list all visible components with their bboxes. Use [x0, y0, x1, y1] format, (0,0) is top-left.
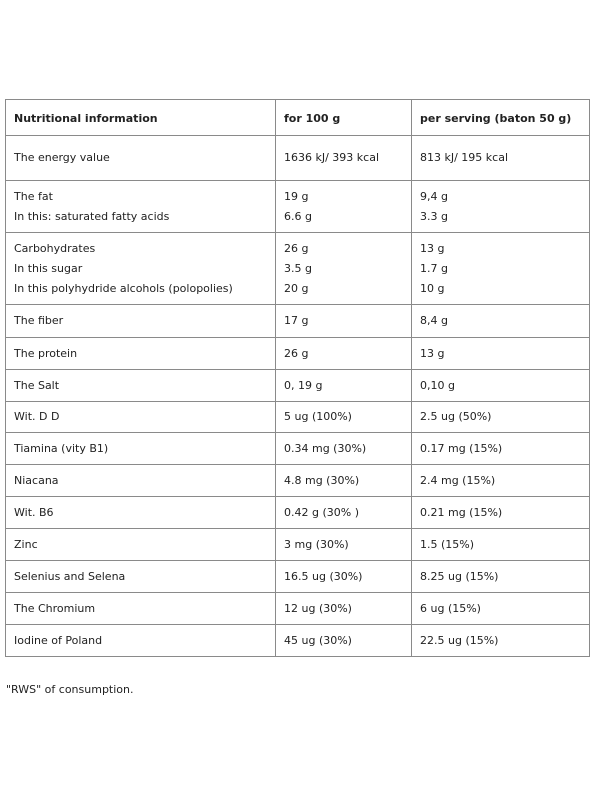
cell-line: 13 g	[420, 346, 445, 360]
cell-line: Niacana	[14, 473, 59, 487]
cell-line: 6.6 g	[284, 209, 312, 223]
cell-line: 8.25 ug (15%)	[420, 569, 499, 583]
cell-line: 1.7 g	[420, 261, 448, 275]
per-100g-cell	[276, 593, 412, 625]
per-100g-cell	[276, 370, 412, 402]
cell-line: Wit. B6	[14, 505, 54, 519]
cell-line: 22.5 ug (15%)	[420, 633, 499, 647]
nutrient-name-cell	[6, 561, 276, 593]
per-serving-cell	[412, 305, 590, 338]
per-serving-cell	[412, 593, 590, 625]
per-100g-cell	[276, 338, 412, 370]
nutrient-name-cell	[6, 529, 276, 561]
cell-line: 813 kJ/ 195 kcal	[420, 151, 509, 164]
table-header-row	[6, 100, 590, 136]
cell-line: 5 ug (100%)	[284, 410, 352, 423]
cell-line: 3 mg (30%)	[284, 537, 349, 551]
nutrient-name-cell	[6, 625, 276, 657]
cell-line: 12 ug (30%)	[284, 601, 352, 615]
nutrient-name-cell	[6, 136, 276, 181]
nutrient-name-cell	[6, 465, 276, 497]
cell-line: 2.4 mg (15%)	[420, 473, 496, 487]
cell-line: 2.5 ug (50%)	[420, 410, 492, 423]
per-serving-cell	[412, 136, 590, 181]
header-per-serving: per serving (baton 50 g)	[412, 100, 590, 136]
nutrient-name-cell	[6, 305, 276, 338]
cell-line: In this sugar	[14, 261, 83, 275]
cell-line: The Chromium	[14, 601, 96, 615]
table-row	[6, 181, 590, 233]
per-serving-cell	[412, 370, 590, 402]
cell-line: 17 g	[284, 314, 309, 327]
cell-line: 45 ug (30%)	[284, 633, 352, 647]
table-row	[6, 593, 590, 625]
nutrition-table	[5, 99, 590, 657]
cell-line: 0.34 mg (30%)	[284, 441, 367, 455]
per-100g-cell	[276, 181, 412, 233]
cell-line: The Salt	[14, 378, 60, 392]
nutrient-name-cell	[6, 497, 276, 529]
per-serving-cell	[412, 625, 590, 657]
per-100g-cell	[276, 136, 412, 181]
per-100g-cell	[276, 529, 412, 561]
cell-line: Iodine of Poland	[14, 633, 103, 647]
nutrient-name-cell	[6, 593, 276, 625]
per-100g-cell	[276, 402, 412, 433]
per-serving-cell	[412, 561, 590, 593]
nutrient-name-cell	[6, 181, 276, 233]
table-row	[6, 402, 590, 433]
nutrient-name-cell	[6, 233, 276, 305]
table-row	[6, 136, 590, 181]
cell-line: 8,4 g	[420, 314, 448, 327]
table-row	[6, 370, 590, 402]
header-per-100g: for 100 g	[276, 100, 412, 136]
cell-line: 6 ug (15%)	[420, 601, 481, 615]
nutrient-name-cell	[6, 338, 276, 370]
per-serving-cell	[412, 402, 590, 433]
table-row	[6, 233, 590, 305]
cell-line: 13 g	[420, 241, 445, 255]
cell-line: Carbohydrates	[14, 241, 96, 255]
per-serving-cell	[412, 338, 590, 370]
cell-line: Selenius and Selena	[14, 569, 126, 583]
per-serving-cell	[412, 497, 590, 529]
per-serving-cell	[412, 529, 590, 561]
cell-line: 1636 kJ/ 393 kcal	[284, 151, 380, 164]
cell-line: 26 g	[284, 346, 309, 360]
table-row	[6, 497, 590, 529]
cell-line: 0, 19 g	[284, 378, 323, 392]
cell-line: 0.17 mg (15%)	[420, 441, 503, 455]
cell-line: In this: saturated fatty acids	[14, 209, 170, 223]
cell-line: 0.42 g (30% )	[284, 505, 359, 519]
per-100g-cell	[276, 433, 412, 465]
cell-line: 26 g	[284, 241, 309, 255]
table-row	[6, 561, 590, 593]
cell-line: 0,10 g	[420, 378, 455, 392]
cell-line: Zinc	[14, 537, 38, 551]
cell-line: The fiber	[14, 314, 64, 327]
cell-line: 20 g	[284, 281, 309, 295]
table-row	[6, 465, 590, 497]
cell-line: 3.3 g	[420, 209, 448, 223]
nutrient-name-cell	[6, 370, 276, 402]
table-row	[6, 338, 590, 370]
cell-line: 10 g	[420, 281, 445, 295]
cell-line: 9,4 g	[420, 189, 448, 203]
per-100g-cell	[276, 305, 412, 338]
cell-line: 16.5 ug (30%)	[284, 569, 363, 583]
per-serving-cell	[412, 465, 590, 497]
table-row	[6, 625, 590, 657]
cell-line: The protein	[14, 346, 78, 360]
per-100g-cell	[276, 625, 412, 657]
cell-line: The fat	[14, 189, 53, 203]
per-100g-cell	[276, 561, 412, 593]
per-serving-cell	[412, 233, 590, 305]
cell-line: 1.5 (15%)	[420, 537, 475, 551]
per-100g-cell	[276, 465, 412, 497]
cell-line: 19 g	[284, 189, 309, 203]
nutrient-name-cell	[6, 433, 276, 465]
cell-line: The energy value	[14, 151, 110, 164]
table-row	[6, 305, 590, 338]
nutrient-name-cell	[6, 402, 276, 433]
footnote: "RWS" of consumption.	[6, 683, 134, 696]
cell-line: 0.21 mg (15%)	[420, 505, 503, 519]
cell-line: In this polyhydride alcohols (polopolies)	[14, 281, 233, 295]
cell-line: Wit. D D	[14, 410, 60, 423]
table-row	[6, 433, 590, 465]
cell-line: 3.5 g	[284, 261, 312, 275]
table-row	[6, 529, 590, 561]
cell-line: Tiamina (vity B1)	[14, 441, 109, 455]
per-serving-cell	[412, 433, 590, 465]
cell-line: 4.8 mg (30%)	[284, 473, 360, 487]
per-100g-cell	[276, 233, 412, 305]
header-nutritional-information: Nutritional information	[6, 100, 276, 136]
per-serving-cell	[412, 181, 590, 233]
per-100g-cell	[276, 497, 412, 529]
